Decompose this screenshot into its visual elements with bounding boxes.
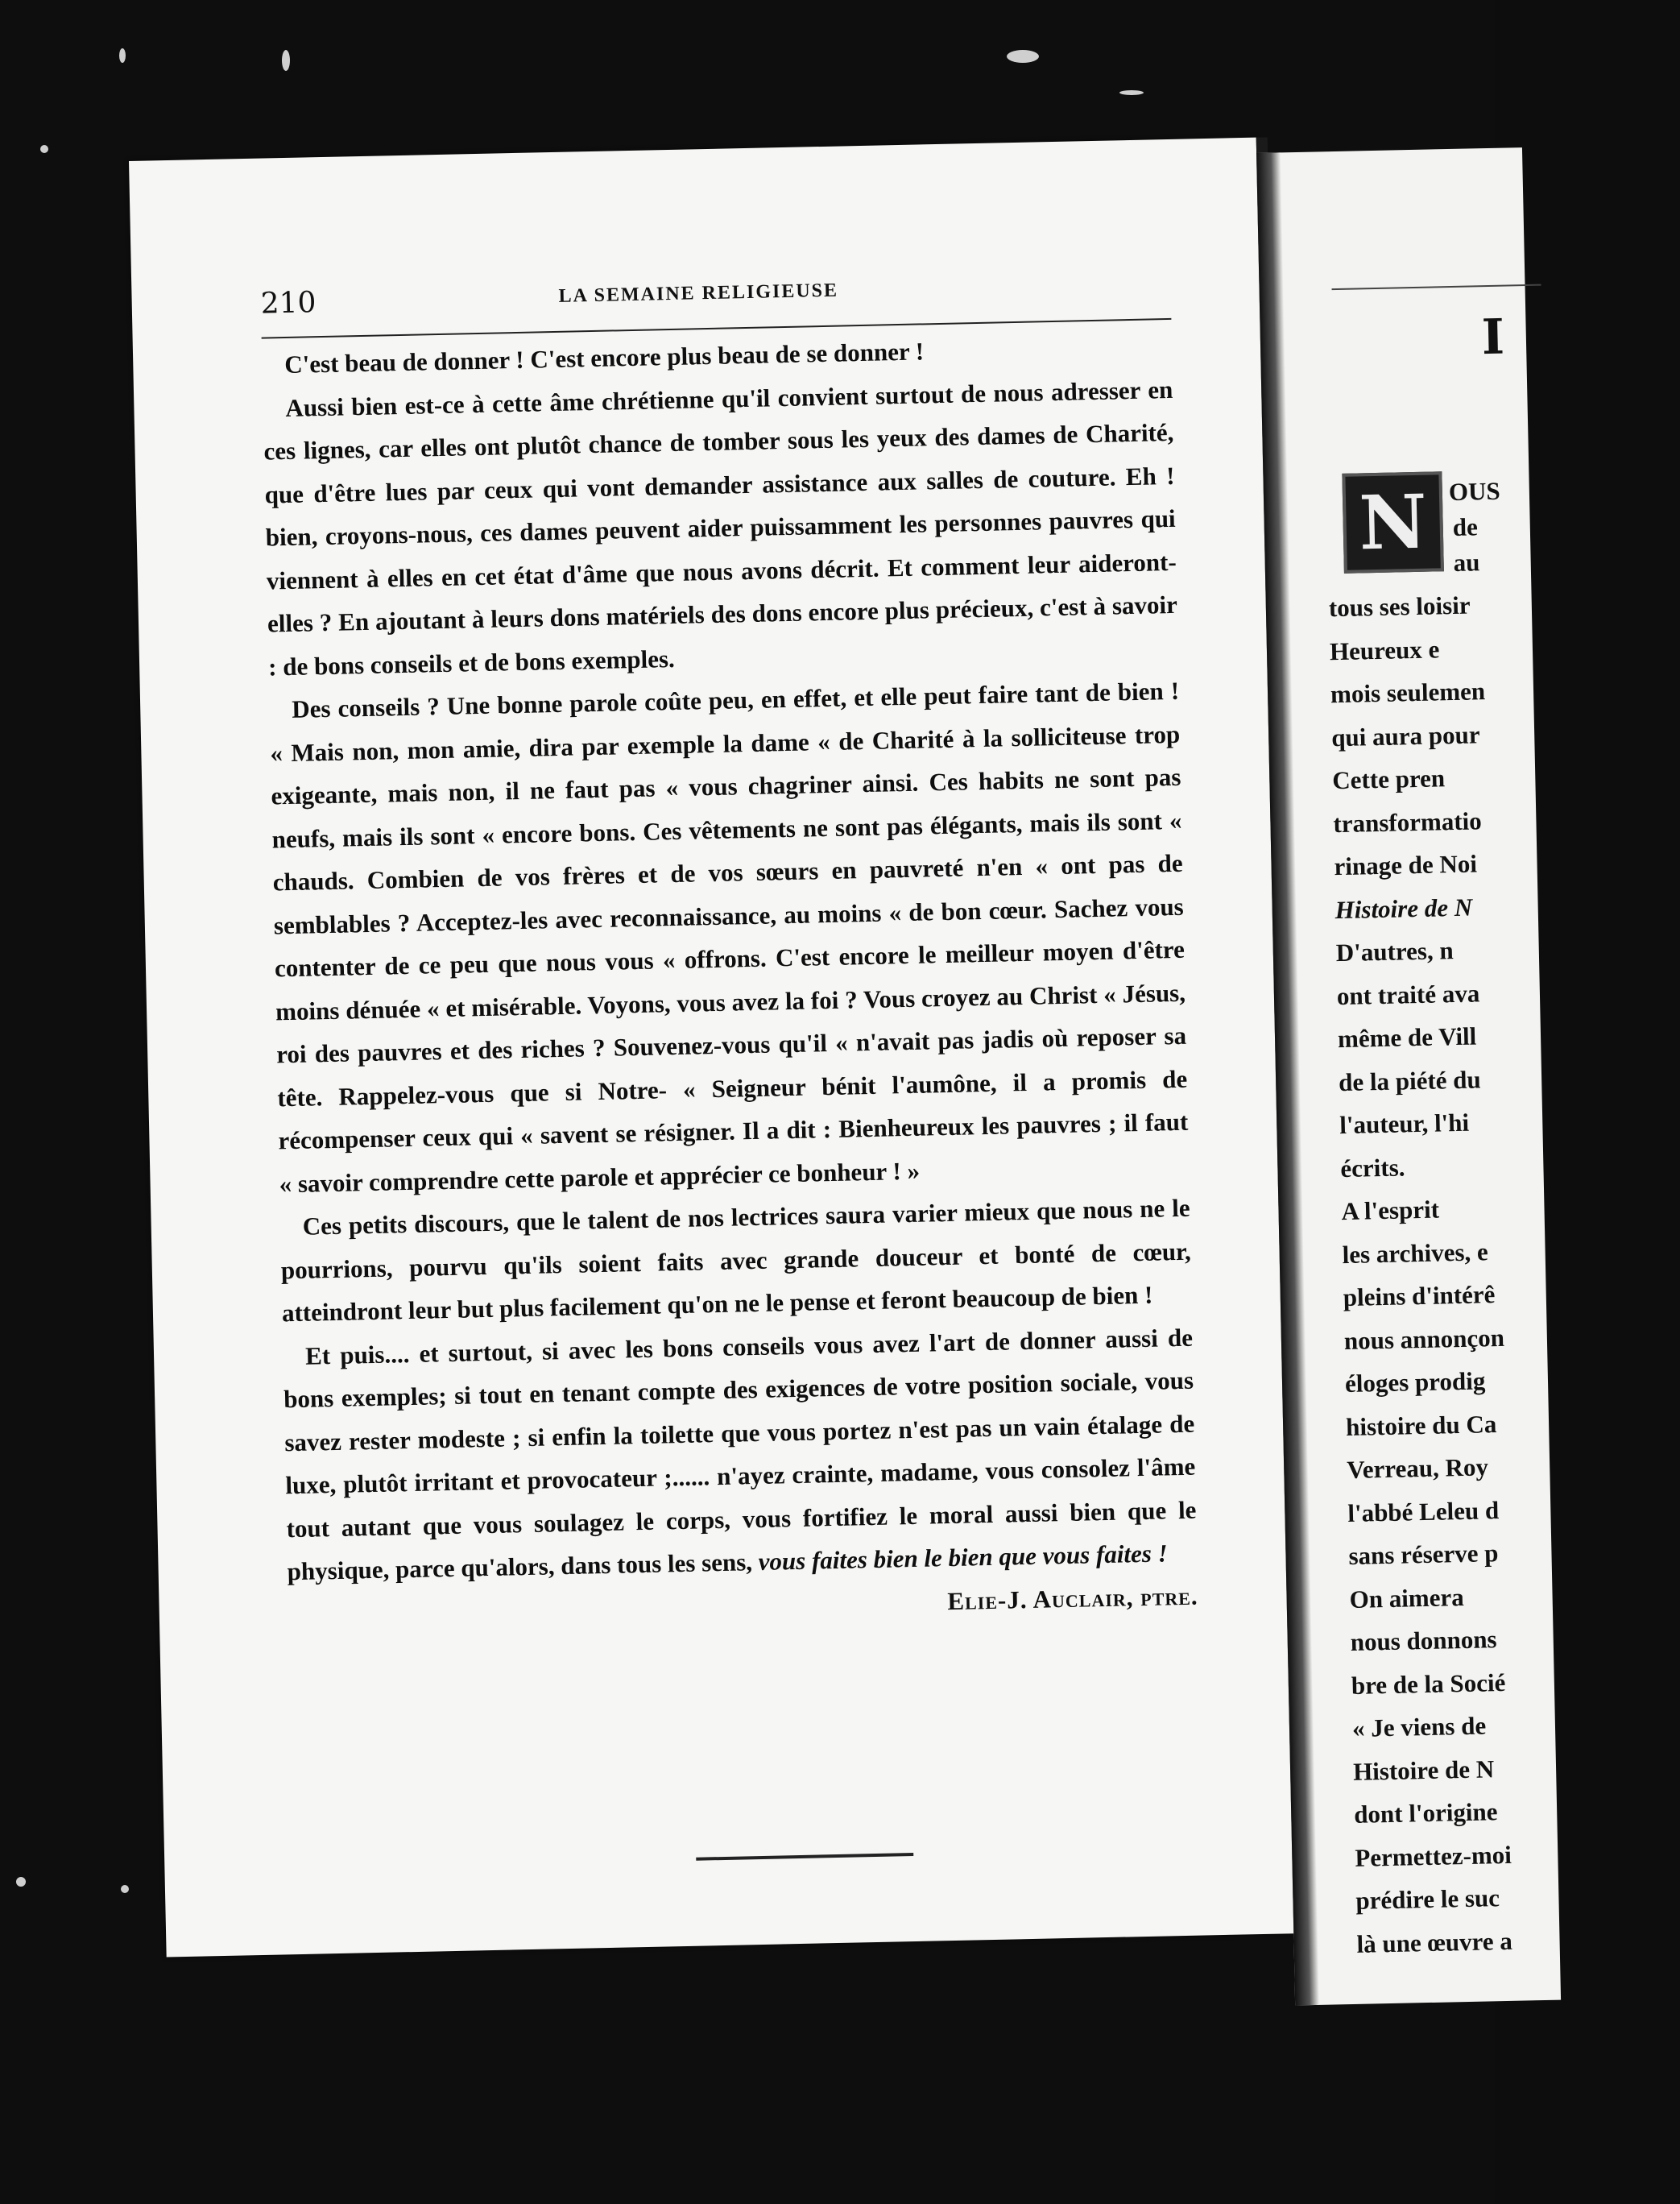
right-title-fragment: I xyxy=(1481,309,1505,367)
dust-speck xyxy=(16,1877,26,1887)
right-page-line: Histoire de N xyxy=(1352,1754,1495,1786)
ornamental-dropcap: N xyxy=(1342,471,1444,574)
right-page-line: rinage de Noi xyxy=(1334,849,1478,881)
right-page-line: Verreau, Roy xyxy=(1346,1452,1489,1485)
right-page-line: transformatio xyxy=(1333,806,1483,838)
right-page-line: nous donnons xyxy=(1350,1625,1497,1656)
right-page-line: tous ses loisir xyxy=(1328,590,1471,623)
dust-speck xyxy=(121,1885,129,1893)
paragraph: Ces petits discours, que le talent de nos lectrices saura varier mieux que nous ne le pourrions, pourvu qu'ils soient faits avec grande douceur et bonté de cœur, atteindront leur but plus facilement qu'on ne le pense et feront beaucoup de bien ! xyxy=(280,1193,1191,1328)
page-header xyxy=(260,268,1171,336)
paragraph-text: Et puis.... et surtout, si avec les bons conseils vous avez l'art de donner aussi de bons exemples; si tout en tenant compte des exigences de votre position sociale, vous savez rester modeste ; si enfin la toilette que vous portez n'est pas un vain étalage de luxe, plutôt irritant et provocateur ;...... n'ayez crainte, madame, vous consolez l'âme tout autant que vous soulagez le corps, vous fortifiez le moral aussi bien que le physique, parce qu'alors, dans tous les sens, xyxy=(283,1323,1197,1586)
author-signature: Elie-J. Auclair, ptre. xyxy=(946,1581,1198,1615)
article-body xyxy=(262,325,1198,1636)
end-rule xyxy=(696,1853,913,1861)
dropcap-continuation xyxy=(1448,474,1502,581)
left-page xyxy=(129,138,1293,1958)
dropcap-line: de xyxy=(1452,512,1479,541)
dust-speck xyxy=(40,145,48,153)
right-page-line: éloges prodig xyxy=(1344,1366,1486,1398)
dust-speck xyxy=(119,48,126,63)
right-page-line: Permettez-moi xyxy=(1354,1840,1512,1872)
paragraph: C'est beau de donner ! C'est encore plus beau de se donner ! xyxy=(283,337,925,379)
right-page-line: histoire du Ca xyxy=(1345,1409,1497,1441)
right-page-line: « Je viens de xyxy=(1351,1711,1487,1742)
right-page-line: dont l'origine xyxy=(1353,1797,1498,1829)
right-header-rule xyxy=(1332,284,1541,290)
right-page-line: On aimera xyxy=(1349,1582,1465,1614)
right-page-text xyxy=(1328,580,1679,1966)
right-page-line: les archives, e xyxy=(1342,1237,1489,1269)
right-page-line: là une œuvre a xyxy=(1356,1926,1513,1958)
right-page-line: A l'esprit xyxy=(1341,1195,1440,1226)
right-page-line: écrits. xyxy=(1340,1152,1405,1183)
paragraph: Des conseils ? Une bonne parole coûte peu, en effet, et elle peut faire tant de bien ! « Mais non, mon amie, dira par exemple la dame « de Charité à la solliciteuse trop exigeante, mais non, il ne faut pas « vous chagriner ainsi. Ces habits ne sont pas neufs, mais ils sont « encore bons. Ces vêtements ne sont pas élégants, mais ils sont « chauds. Combien de vos frères et de vos sœurs en pauvreté n'en « ont pas de semblables ? Acceptez-les avec reconnaissance, au moins « de bon cœur. Sachez vous contenter de ce peu que nous vous « offrons. C'est encore le meilleur moyen d'être moins dénuée « et misérable. Voyons, vous avez la foi ? Vous croyez au Christ « Jésus, roi des pauvres et des riches ? Souvenez-vous qu'il « n'avait pas jadis où reposer sa tête. Rappelez-vous que si Notre- « Seigneur bénit l'aumône, il a promis de récompenser ceux qui « savent se résigner. Il a dit : Bienheureux les pauvres ; il faut « savoir comprendre cette parole et apprécier ce bonheur ! » xyxy=(270,676,1189,1198)
paragraph-with-italic xyxy=(283,1315,1198,1593)
closing-italic: vous faites bien le bien que vous faites ! xyxy=(758,1539,1169,1576)
right-page-line: de la piété du xyxy=(1338,1064,1482,1096)
right-page-line: nous annonçon xyxy=(1343,1323,1505,1355)
dropcap-line: au xyxy=(1453,548,1480,577)
right-page-line: D'autres, n xyxy=(1335,936,1454,967)
running-head: LA SEMAINE RELIGIEUSE xyxy=(558,280,839,307)
right-page-line: mois seulemen xyxy=(1330,677,1486,709)
right-page-line: qui aura pour xyxy=(1330,719,1480,752)
right-page-line: même de Vill xyxy=(1337,1021,1477,1054)
page-number: 210 xyxy=(260,286,317,321)
right-page-line: prédire le suc xyxy=(1355,1883,1500,1915)
right-page-line: pleins d'intérê xyxy=(1343,1280,1496,1312)
right-page-line: ont traité ava xyxy=(1336,978,1480,1010)
dropcap-line: OUS xyxy=(1448,476,1500,507)
paragraph: Aussi bien est-ce à cette âme chrétienne qu'il convient surtout de nous adresser en ces lignes, car elles ont plutôt chance de tomber sous les yeux des dames de Charité, que d'être lues par ceux qui vont demander assistance aux salles de couture. Eh ! bien, croyons-nous, ces dames peuvent aider puissamment les personnes pauvres qui viennent à elles en cet état d'âme que nous avons décrit. Et comment leur aideront-elles ? En ajoutant à leurs dons matériels des dons encore plus précieux, c'est à savoir : de bons conseils et de bons exemples. xyxy=(263,375,1178,682)
dust-speck xyxy=(1119,90,1144,95)
right-page-line: Cette pren xyxy=(1331,764,1446,795)
right-page-line: sans réserve p xyxy=(1348,1539,1499,1570)
right-page xyxy=(1256,147,1561,2005)
right-page-line: l'auteur, l'hi xyxy=(1339,1108,1470,1140)
right-page-line: l'abbé Leleu d xyxy=(1347,1495,1500,1527)
right-page-line: bre de la Socié xyxy=(1351,1668,1506,1700)
dust-speck xyxy=(282,50,290,71)
right-page-line: Heureux e xyxy=(1329,634,1440,665)
dust-speck xyxy=(1007,50,1039,63)
right-page-line: Histoire de N xyxy=(1334,893,1473,924)
